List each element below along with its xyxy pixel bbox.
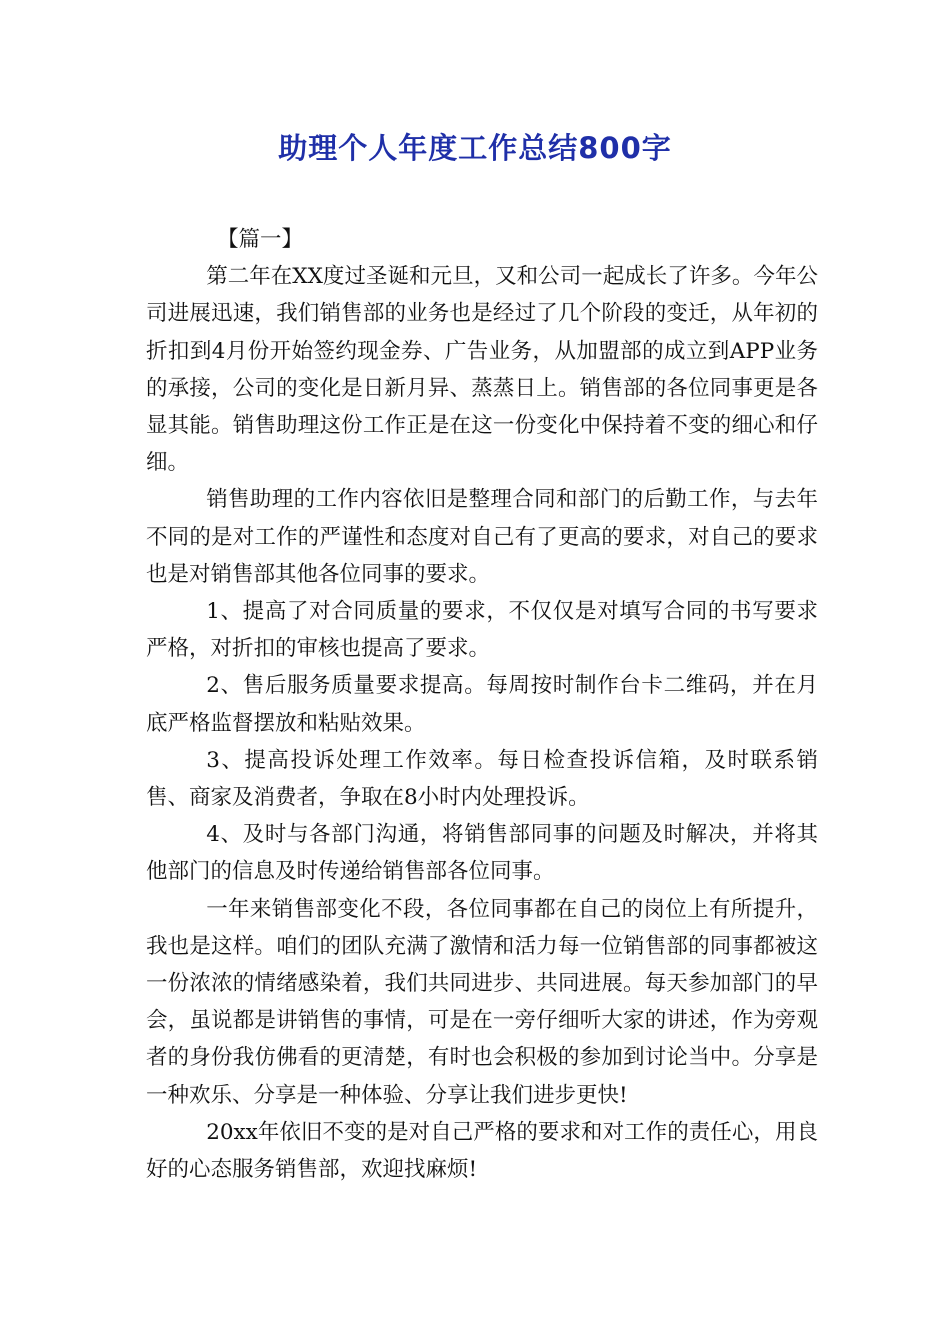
paragraph: 第二年在XX度过圣诞和元旦，又和公司一起成长了许多。今年公司进展迅速，我们销售部的业务也是经过了几个阶段的变迁，从年初的折扣到4月份开始签约现金券、广告业务，从加盟部的成立到APP业务的承接，公司的变化是日新月异、蒸蒸日上。销售部的各位同事更是各显其能。销售助理这份工作正是在这一份变化中保持着不变的细心和仔细。 [146,264,818,476]
paragraph: 销售助理的工作内容依旧是整理合同和部门的后勤工作，与去年不同的是对工作的严谨性和态度对自己有了更高的要求，对自己的要求也是对销售部其他各位同事的要求。 [146,487,818,587]
list-item: 2、售后服务质量要求提高。每周按时制作台卡二维码，并在月底严格监督摆放和粘贴效果。 [146,673,818,736]
list-item: 4、及时与各部门沟通，将销售部同事的问题及时解决，并将其他部门的信息及时传递给销售部各位同事。 [146,822,818,885]
section-label: 【篇一】 [216,227,303,252]
document-title: 助理个人年度工作总结800字 [278,131,672,165]
document-body [146,221,818,1188]
paragraph: 一年来销售部变化不段，各位同事都在自己的岗位上有所提升，我也是这样。咱们的团队充满了激情和活力每一位销售部的同事都被这一份浓浓的情绪感染着，我们共同进步、共同进展。每天参加部门的早会，虽说都是讲销售的事情，可是在一旁仔细听大家的讲述，作为旁观者的身份我仿佛看的更清楚，有时也会积极的参加到讨论当中。分享是一种欢乐、分享是一种体验、分享让我们进步更快! [146,896,818,1108]
paragraph: 20xx年依旧不变的是对自己严格的要求和对工作的责任心，用良好的心态服务销售部，欢迎找麻烦! [146,1119,818,1183]
list-item: 3、提高投诉处理工作效率。每日检查投诉信箱，及时联系销售、商家及消费者，争取在8小时内处理投诉。 [146,747,818,811]
list-item: 1、提高了对合同质量的要求，不仅仅是对填写合同的书写要求严格，对折扣的审核也提高了要求。 [146,599,818,662]
